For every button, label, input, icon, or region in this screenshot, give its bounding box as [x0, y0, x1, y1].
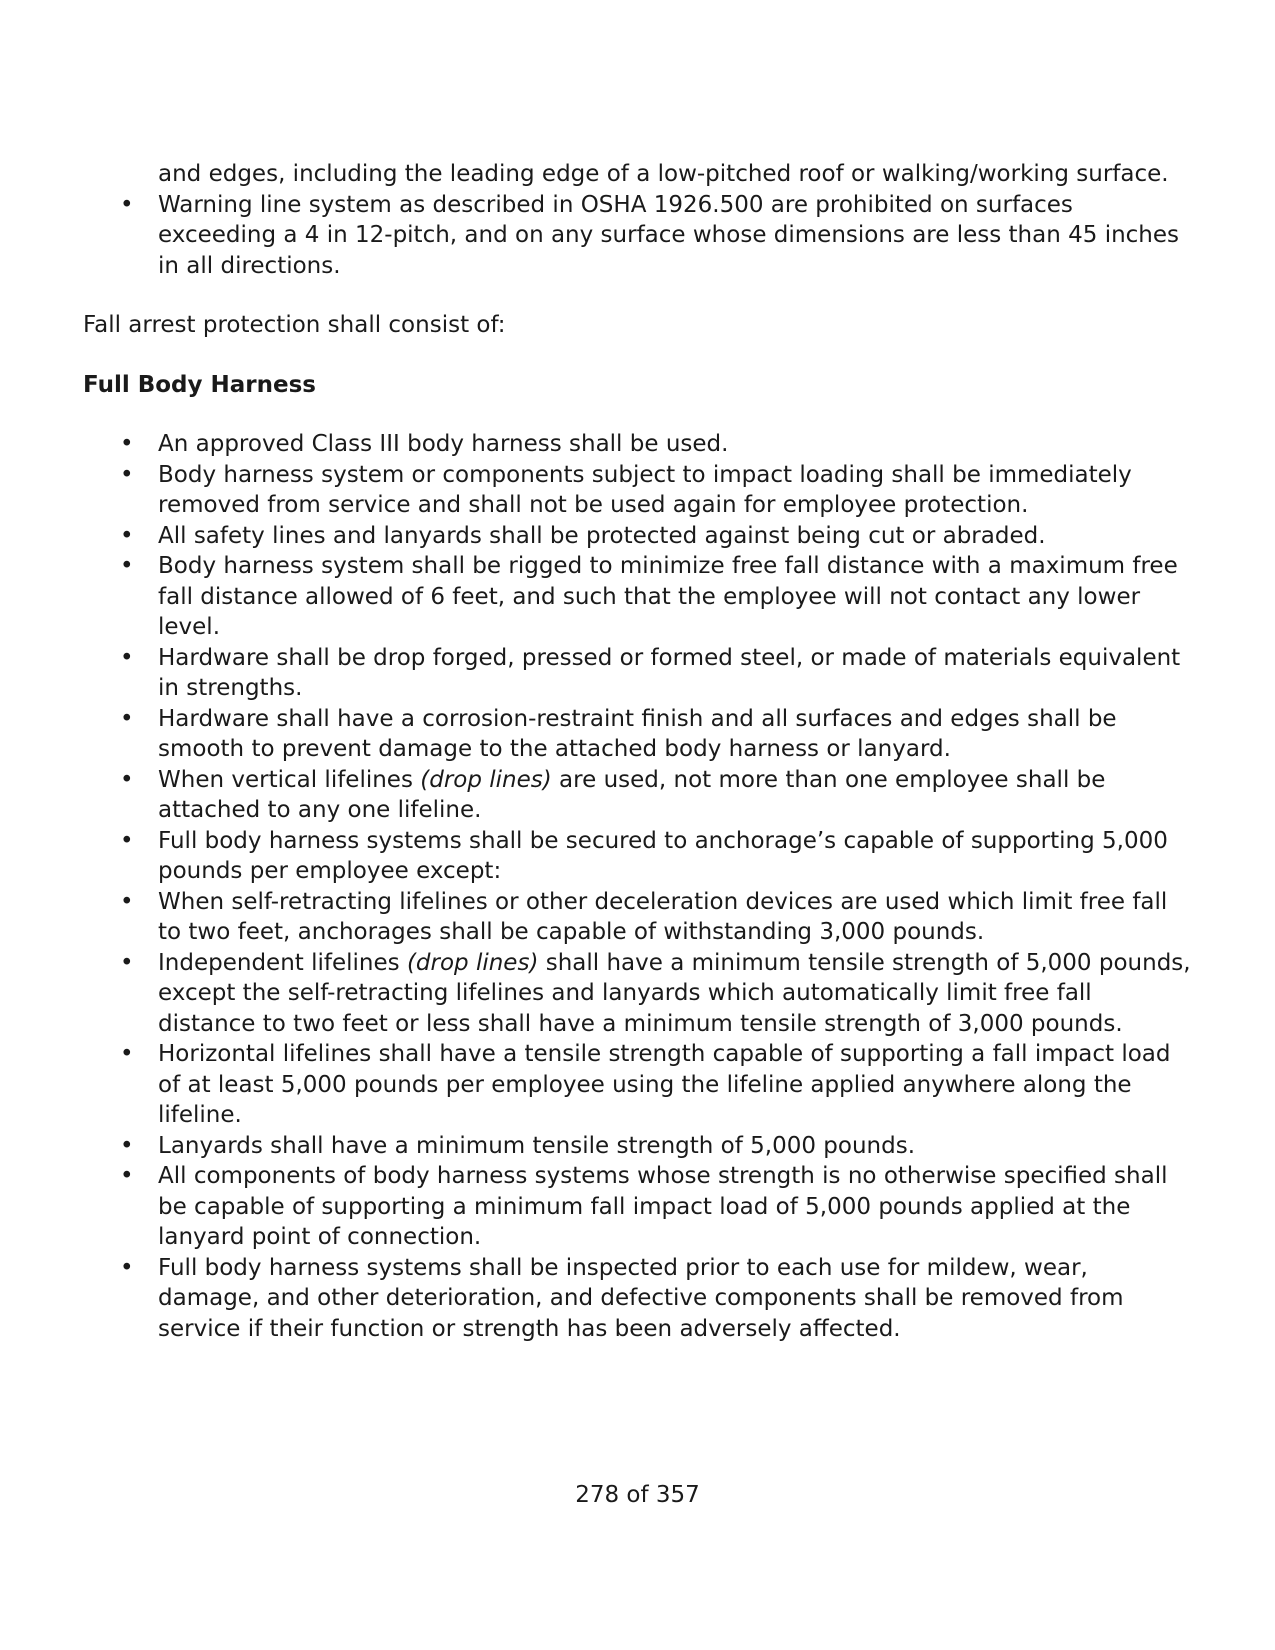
list-item-text: Warning line system as described in OSHA 1926.500 are prohibited on surfaces exceeding a 4 in 12-pitch, and on any surface whose dimensions are less than 45 inches in all directions.	[158, 191, 1180, 279]
list-item-text: Body harness system or components subject to impact loading shall be immediately removed from service and shall not be used again for employee protection.	[158, 461, 1132, 518]
text-segment: are used, not more than one employee shall be attached to any one lifeline.	[158, 766, 1106, 823]
list-item	[83, 948, 1193, 1040]
list-item-text: Hardware shall be drop forged, pressed or formed steel, or made of materials equivalent in strengths.	[158, 644, 1181, 701]
page-content	[83, 159, 1193, 1344]
list-item	[83, 521, 1193, 552]
bullet-icon: •	[120, 461, 134, 488]
list-item-text: Lanyards shall have a minimum tensile strength of 5,000 pounds.	[158, 1132, 916, 1159]
bullet-icon: •	[120, 191, 134, 218]
list-item	[83, 643, 1193, 704]
list-item-text: Full body harness systems shall be secured to anchorage’s capable of supporting 5,000 pounds per employee except:	[158, 827, 1168, 884]
list-item	[83, 1253, 1193, 1345]
bullet-icon: •	[120, 553, 134, 579]
list-item-text: All components of body harness systems whose strength is no otherwise specified shall be capable of supporting a minimum fall impact load of 5,000 pounds applied at the lanyard point of connection.	[158, 1163, 1168, 1250]
continued-text: and edges, including the leading edge of a low-pitched roof or walking/working surface.	[158, 161, 1169, 187]
list-item-text: An approved Class III body harness shall be used.	[158, 431, 729, 457]
bullet-icon: •	[120, 1254, 134, 1281]
bullet-icon: •	[120, 705, 134, 732]
harness-requirements-list	[83, 429, 1193, 1344]
bullet-icon: •	[120, 644, 134, 671]
list-item	[83, 190, 1193, 282]
list-item	[83, 460, 1193, 521]
italic-term: (drop lines)	[406, 949, 539, 976]
list-item	[83, 429, 1193, 460]
bullet-icon: •	[120, 522, 134, 549]
list-item	[83, 1131, 1193, 1162]
bullet-icon: •	[120, 1132, 134, 1159]
bullet-icon: •	[120, 431, 134, 457]
list-item	[83, 704, 1193, 765]
bullet-icon: •	[120, 766, 134, 793]
italic-term: (drop lines)	[420, 766, 552, 793]
list-item-text: Body harness system shall be rigged to minimize free fall distance with a maximum free fall distance allowed of 6 feet, and such that the employee will not contact any lower level.	[158, 553, 1178, 640]
bullet-icon: •	[120, 827, 134, 854]
text-segment: Independent lifelines	[158, 949, 407, 976]
list-item-text: Hardware shall have a corrosion-restraint finish and all surfaces and edges shall be smooth to prevent damage to the attached body harness or lanyard.	[158, 705, 1117, 762]
list-item	[83, 887, 1193, 948]
page-number: 278 of 357	[575, 1482, 700, 1508]
list-item-text: Full body harness systems shall be inspected prior to each use for mildew, wear, damage, and other deterioration, and defective components shall be removed from service if their function or strength has been adversely affected.	[158, 1254, 1124, 1342]
list-item-text: All safety lines and lanyards shall be protected against being cut or abraded.	[158, 522, 1046, 549]
list-item-text: When self-retracting lifelines or other deceleration devices are used which limit free fall to two feet, anchorages shall be capable of withstanding 3,000 pounds.	[158, 888, 1168, 945]
list-item-text	[158, 767, 1105, 824]
intro-paragraph: Fall arrest protection shall consist of:	[83, 312, 506, 338]
text-segment: shall have a minimum tensile strength of 5,000 pounds, except the self-retracting lifelines and lanyards which automatically limit free fall distance to two feet or less shall have a minimum tensile strength of 3,000 pounds.	[158, 949, 1191, 1037]
bullet-icon: •	[120, 1163, 134, 1189]
list-item	[83, 826, 1193, 887]
list-item-text	[158, 950, 1191, 1037]
bullet-icon: •	[120, 888, 134, 915]
list-item-text: Horizontal lifelines shall have a tensile strength capable of supporting a fall impact load of at least 5,000 pounds per employee using the lifeline applied anywhere along the lifeline.	[158, 1041, 1171, 1128]
bullet-icon: •	[120, 1041, 134, 1067]
list-item	[83, 551, 1193, 643]
list-item	[83, 1161, 1193, 1253]
list-item	[83, 765, 1193, 826]
section-heading: Full Body Harness	[83, 371, 316, 398]
list-item	[83, 1039, 1193, 1131]
text-segment: When vertical lifelines	[158, 766, 421, 793]
top-bullet-list	[83, 190, 1193, 282]
bullet-icon: •	[120, 949, 134, 976]
